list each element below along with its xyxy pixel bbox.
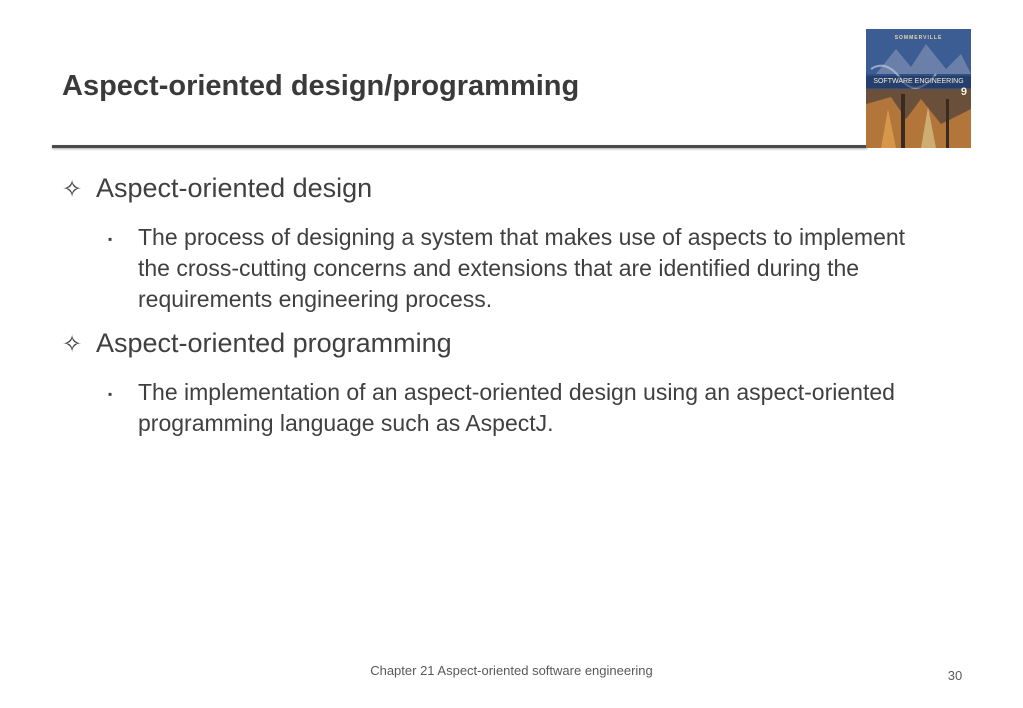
bullet-aspect-oriented-programming [62, 328, 452, 359]
bullet-aspect-oriented-design [62, 173, 372, 204]
book-cover-image [866, 29, 971, 148]
page-number: 30 [947, 668, 963, 683]
title-divider [52, 145, 867, 148]
footer-chapter: Chapter 21 Aspect-oriented software engineering [370, 663, 653, 678]
cover-edition: 9 [960, 86, 967, 98]
sub-bullet-implementation [108, 377, 908, 439]
sub-bullet-text: The implementation of an aspect-oriented design using an aspect-oriented programming language such as AspectJ. [138, 379, 895, 436]
cover-title: SOFTWARE ENGINEERING [873, 78, 964, 85]
sparkle-bullet-icon: ✧ [62, 331, 83, 358]
bullet-text: Aspect-oriented programming [96, 328, 452, 358]
cover-author: SOMMERVILLE [894, 35, 943, 41]
cover-artwork [866, 29, 971, 148]
square-bullet-icon: ▪ [108, 232, 113, 246]
sub-bullet-design-process [108, 222, 908, 315]
bullet-text: Aspect-oriented design [96, 173, 373, 203]
sparkle-bullet-icon: ✧ [62, 176, 83, 203]
sub-bullet-text: The process of designing a system that makes use of aspects to implement the cross-cutting concerns and extensions that are identified during the requirements engineering process. [138, 224, 906, 312]
square-bullet-icon: ▪ [108, 387, 113, 401]
slide-title: Aspect-oriented design/programming [62, 70, 580, 102]
